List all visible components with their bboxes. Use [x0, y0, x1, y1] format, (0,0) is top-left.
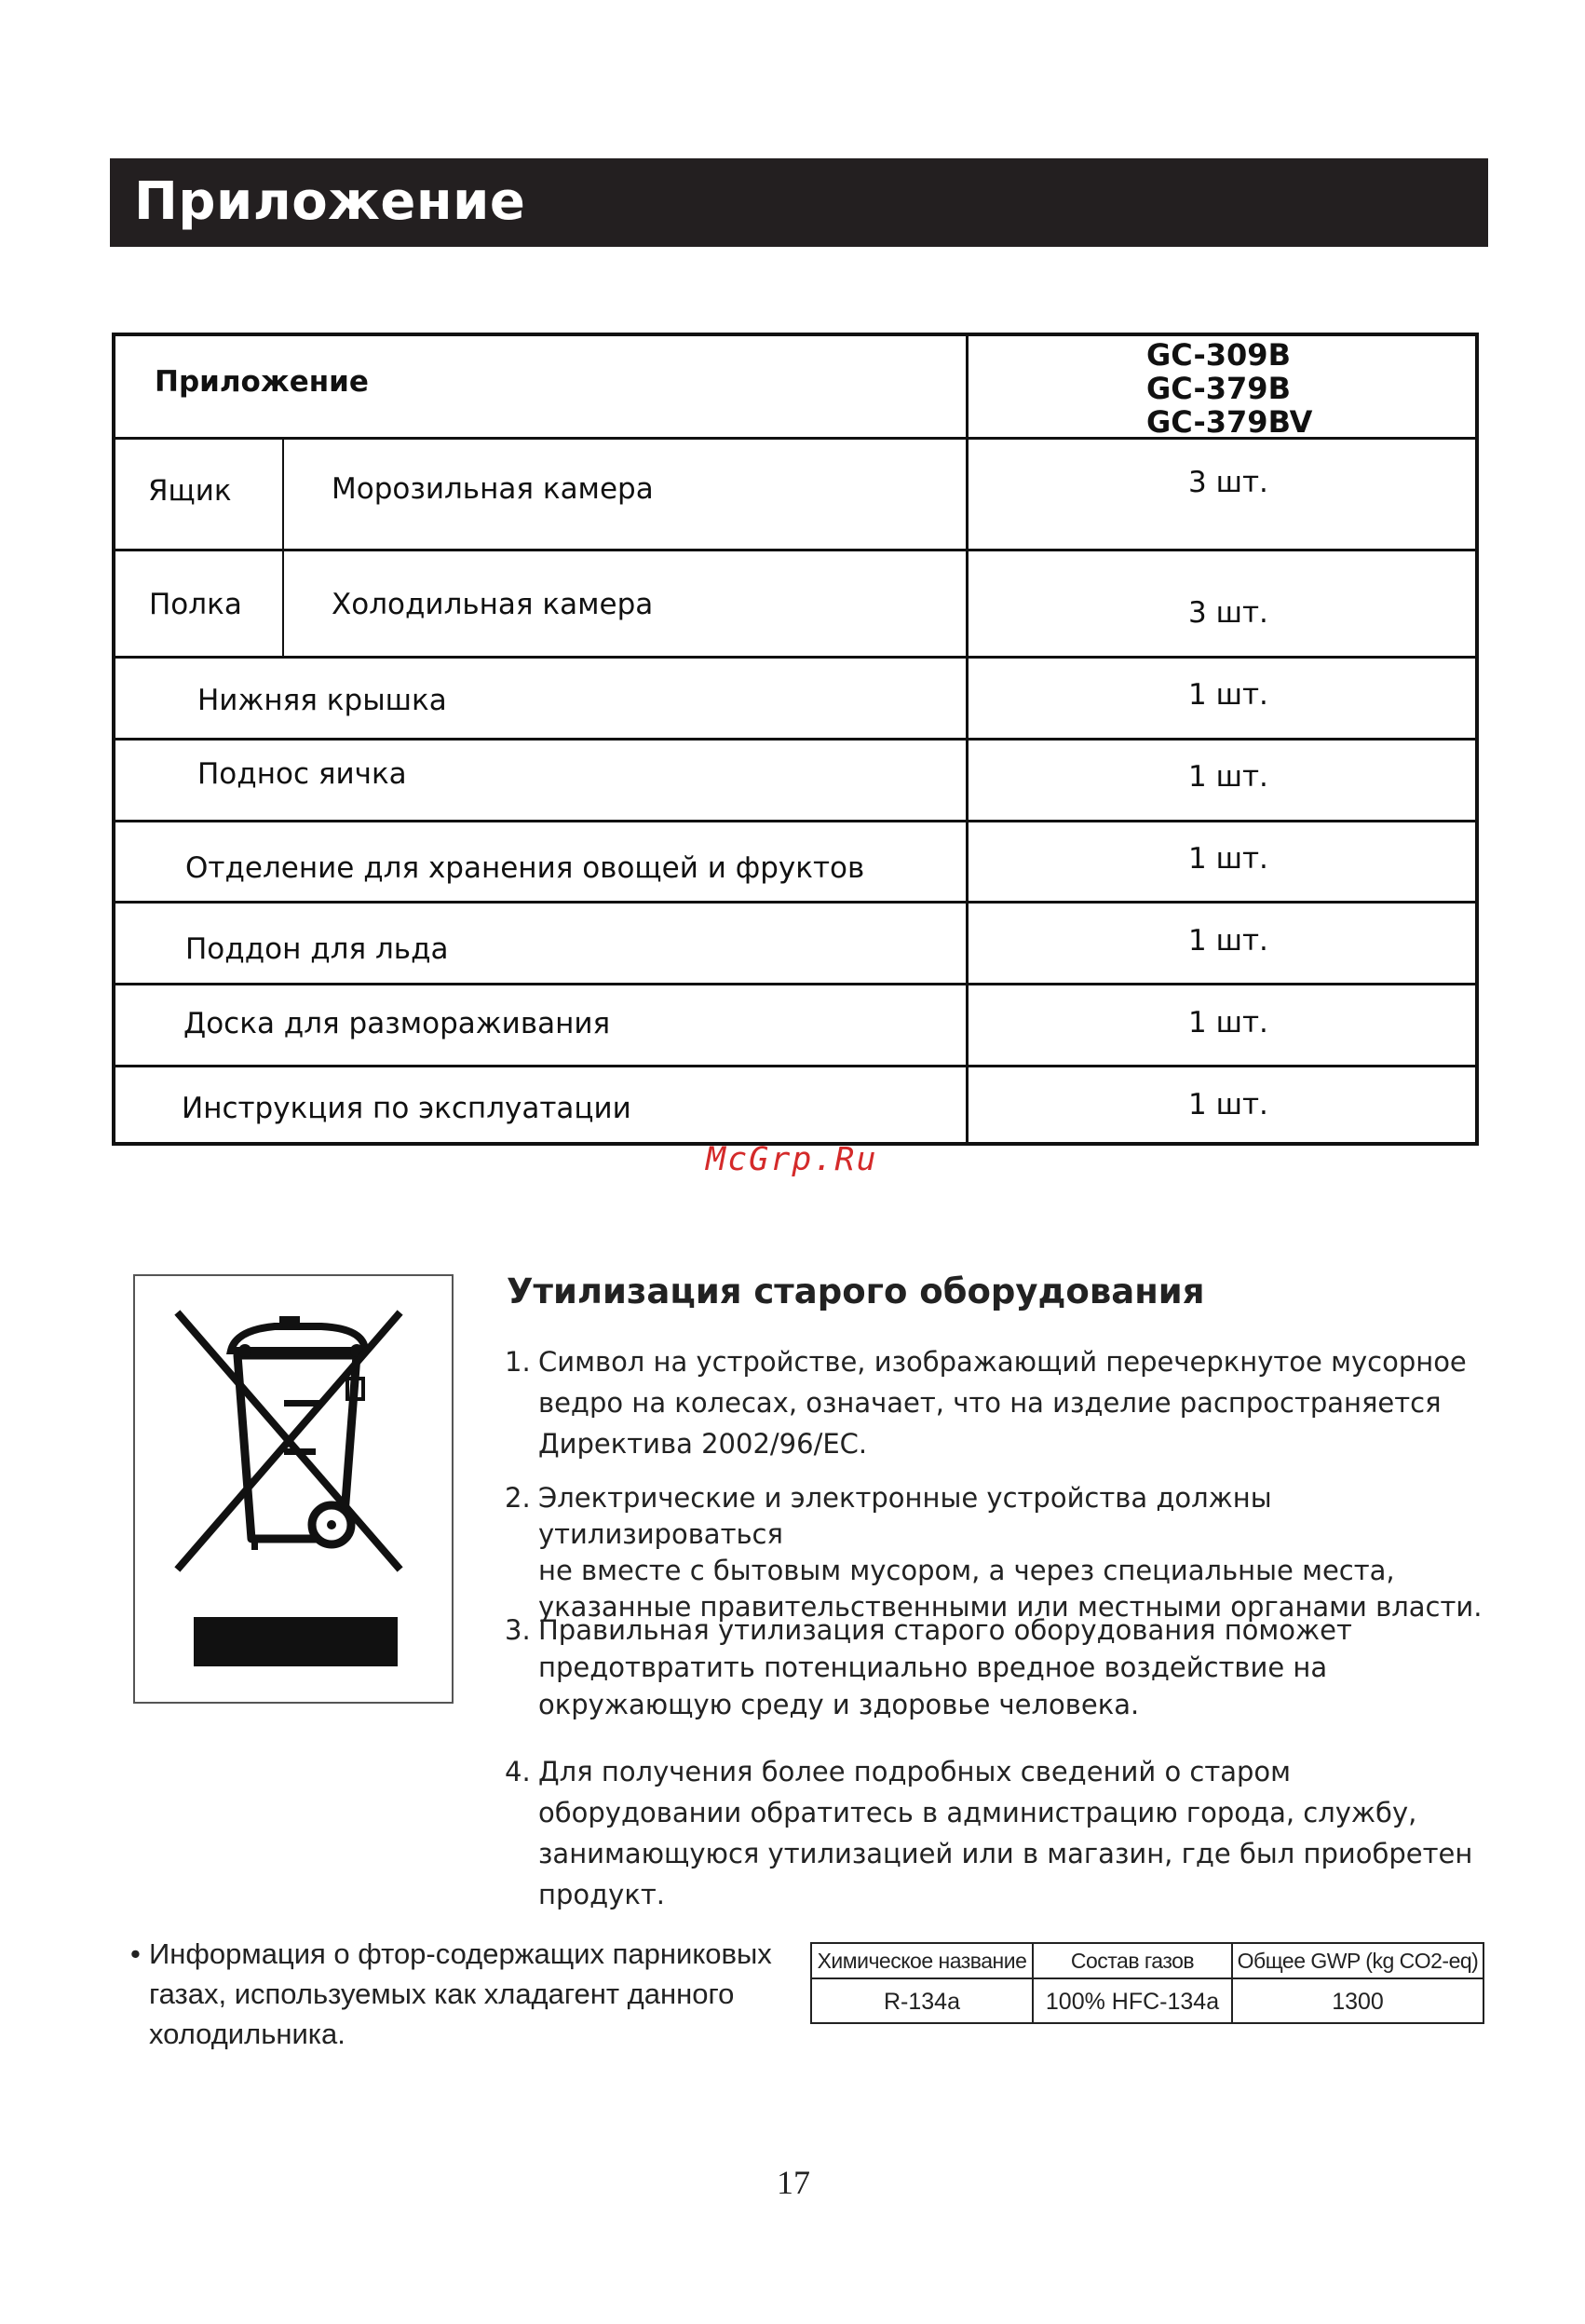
text-line: окружающую среду и здоровье человека. — [538, 1689, 1140, 1720]
row-item-label: Холодильная камера — [332, 588, 654, 621]
text-line: Информация о фтор-содержащих парниковых — [149, 1937, 772, 1970]
gas-table-cell: 100% HFC-134a — [1045, 1988, 1220, 2015]
text-line: продукт. — [538, 1879, 665, 1910]
table-row-divider — [115, 1065, 1475, 1067]
table-row-divider — [115, 738, 1475, 741]
disposal-item-text — [538, 1751, 1507, 1915]
text-line: не вместе с бытовым мусором, а через специальные места, — [538, 1555, 1395, 1586]
row-qty: 3 шт. — [1188, 466, 1268, 499]
accessories-table — [112, 333, 1479, 1146]
gas-table-header: Состав газов — [1070, 1948, 1195, 1973]
table-row-divider — [115, 549, 1475, 551]
model-list — [1146, 338, 1312, 439]
model-name: GC-309B — [1146, 337, 1291, 373]
table-header-label: Приложение — [155, 365, 369, 399]
crossed-out-wheeled-bin-icon — [135, 1276, 455, 1706]
weee-symbol-box — [133, 1274, 454, 1704]
gas-table-cell: R-134a — [884, 1988, 960, 2015]
disposal-item-number: 3. — [505, 1614, 531, 1646]
refrigerant-info-text — [149, 1934, 801, 2054]
text-line: холодильника. — [149, 2018, 345, 2050]
disposal-item-text — [538, 1480, 1507, 1625]
table-subcolumn-divider — [282, 437, 284, 656]
text-line: указанные правительственными или местными органами власти. — [538, 1591, 1483, 1623]
text-line: Для получения более подробных сведений о старом — [538, 1756, 1292, 1787]
section-header-bar — [110, 158, 1488, 247]
text-line: оборудовании обратитесь в администрацию города, службу, — [538, 1797, 1417, 1828]
section-title: Приложение — [134, 171, 526, 232]
table-row-divider — [115, 656, 1475, 659]
text-line: Директива 2002/96/EC. — [538, 1428, 868, 1460]
disposal-item-text — [538, 1341, 1507, 1464]
table-row-divider — [115, 901, 1475, 904]
disposal-item-number: 2. — [505, 1482, 531, 1514]
text-line: занимающуюся утилизацией или в магазин, где был приобретен — [538, 1838, 1473, 1869]
disposal-item-text — [538, 1611, 1507, 1723]
disposal-item-number: 1. — [505, 1346, 531, 1378]
row-qty: 1 шт. — [1188, 760, 1268, 794]
row-qty: 1 шт. — [1188, 1088, 1268, 1121]
table-row-divider — [115, 983, 1475, 985]
text-line: Символ на устройстве, изображающий перечеркнутое мусорное — [538, 1346, 1467, 1378]
text-line: ведро на колесах, означает, что на изделие распространяется — [538, 1387, 1442, 1419]
text-line: газах, используемых как хладагент данного — [149, 1977, 735, 2010]
row-item-label: Отделение для хранения овощей и фруктов — [185, 851, 865, 885]
table-row-divider — [115, 820, 1475, 822]
row-qty: 3 шт. — [1188, 596, 1268, 630]
refrigerant-gas-table — [810, 1942, 1484, 2024]
text-line: Электрические и электронные устройства должны утилизироваться — [538, 1482, 1272, 1550]
row-group-label: Ящик — [148, 474, 232, 508]
row-item-label: Инструкция по эксплуатации — [182, 1092, 631, 1125]
disposal-title: Утилизация старого оборудования — [507, 1271, 1205, 1311]
gas-table-cell: 1300 — [1332, 1988, 1384, 2015]
row-qty: 1 шт. — [1188, 678, 1268, 712]
model-name: GC-379BV — [1146, 404, 1313, 440]
text-line: Правильная утилизация старого оборудования поможет — [538, 1614, 1352, 1646]
row-qty: 1 шт. — [1188, 842, 1268, 876]
gas-table-header: Общее GWP (kg CO2-eq) — [1237, 1948, 1479, 1973]
model-name: GC-379B — [1146, 371, 1291, 406]
bullet: • — [130, 1937, 141, 1970]
row-item-label: Нижняя крышка — [197, 684, 447, 717]
row-item-label: Поддон для льда — [185, 932, 449, 966]
gas-table-header: Химическое название — [817, 1948, 1027, 1973]
text-line: предотвратить потенциально вредное воздействие на — [538, 1651, 1328, 1683]
row-item-label: Поднос яичка — [197, 757, 407, 791]
row-group-label: Полка — [149, 588, 242, 621]
row-item-label: Морозильная камера — [332, 472, 654, 506]
row-item-label: Доска для размораживания — [183, 1007, 611, 1040]
row-qty: 1 шт. — [1188, 924, 1268, 958]
watermark: McGrp.Ru — [706, 1141, 878, 1178]
row-qty: 1 шт. — [1188, 1006, 1268, 1040]
page-number: 17 — [777, 2164, 810, 2201]
disposal-item-number: 4. — [505, 1756, 531, 1787]
